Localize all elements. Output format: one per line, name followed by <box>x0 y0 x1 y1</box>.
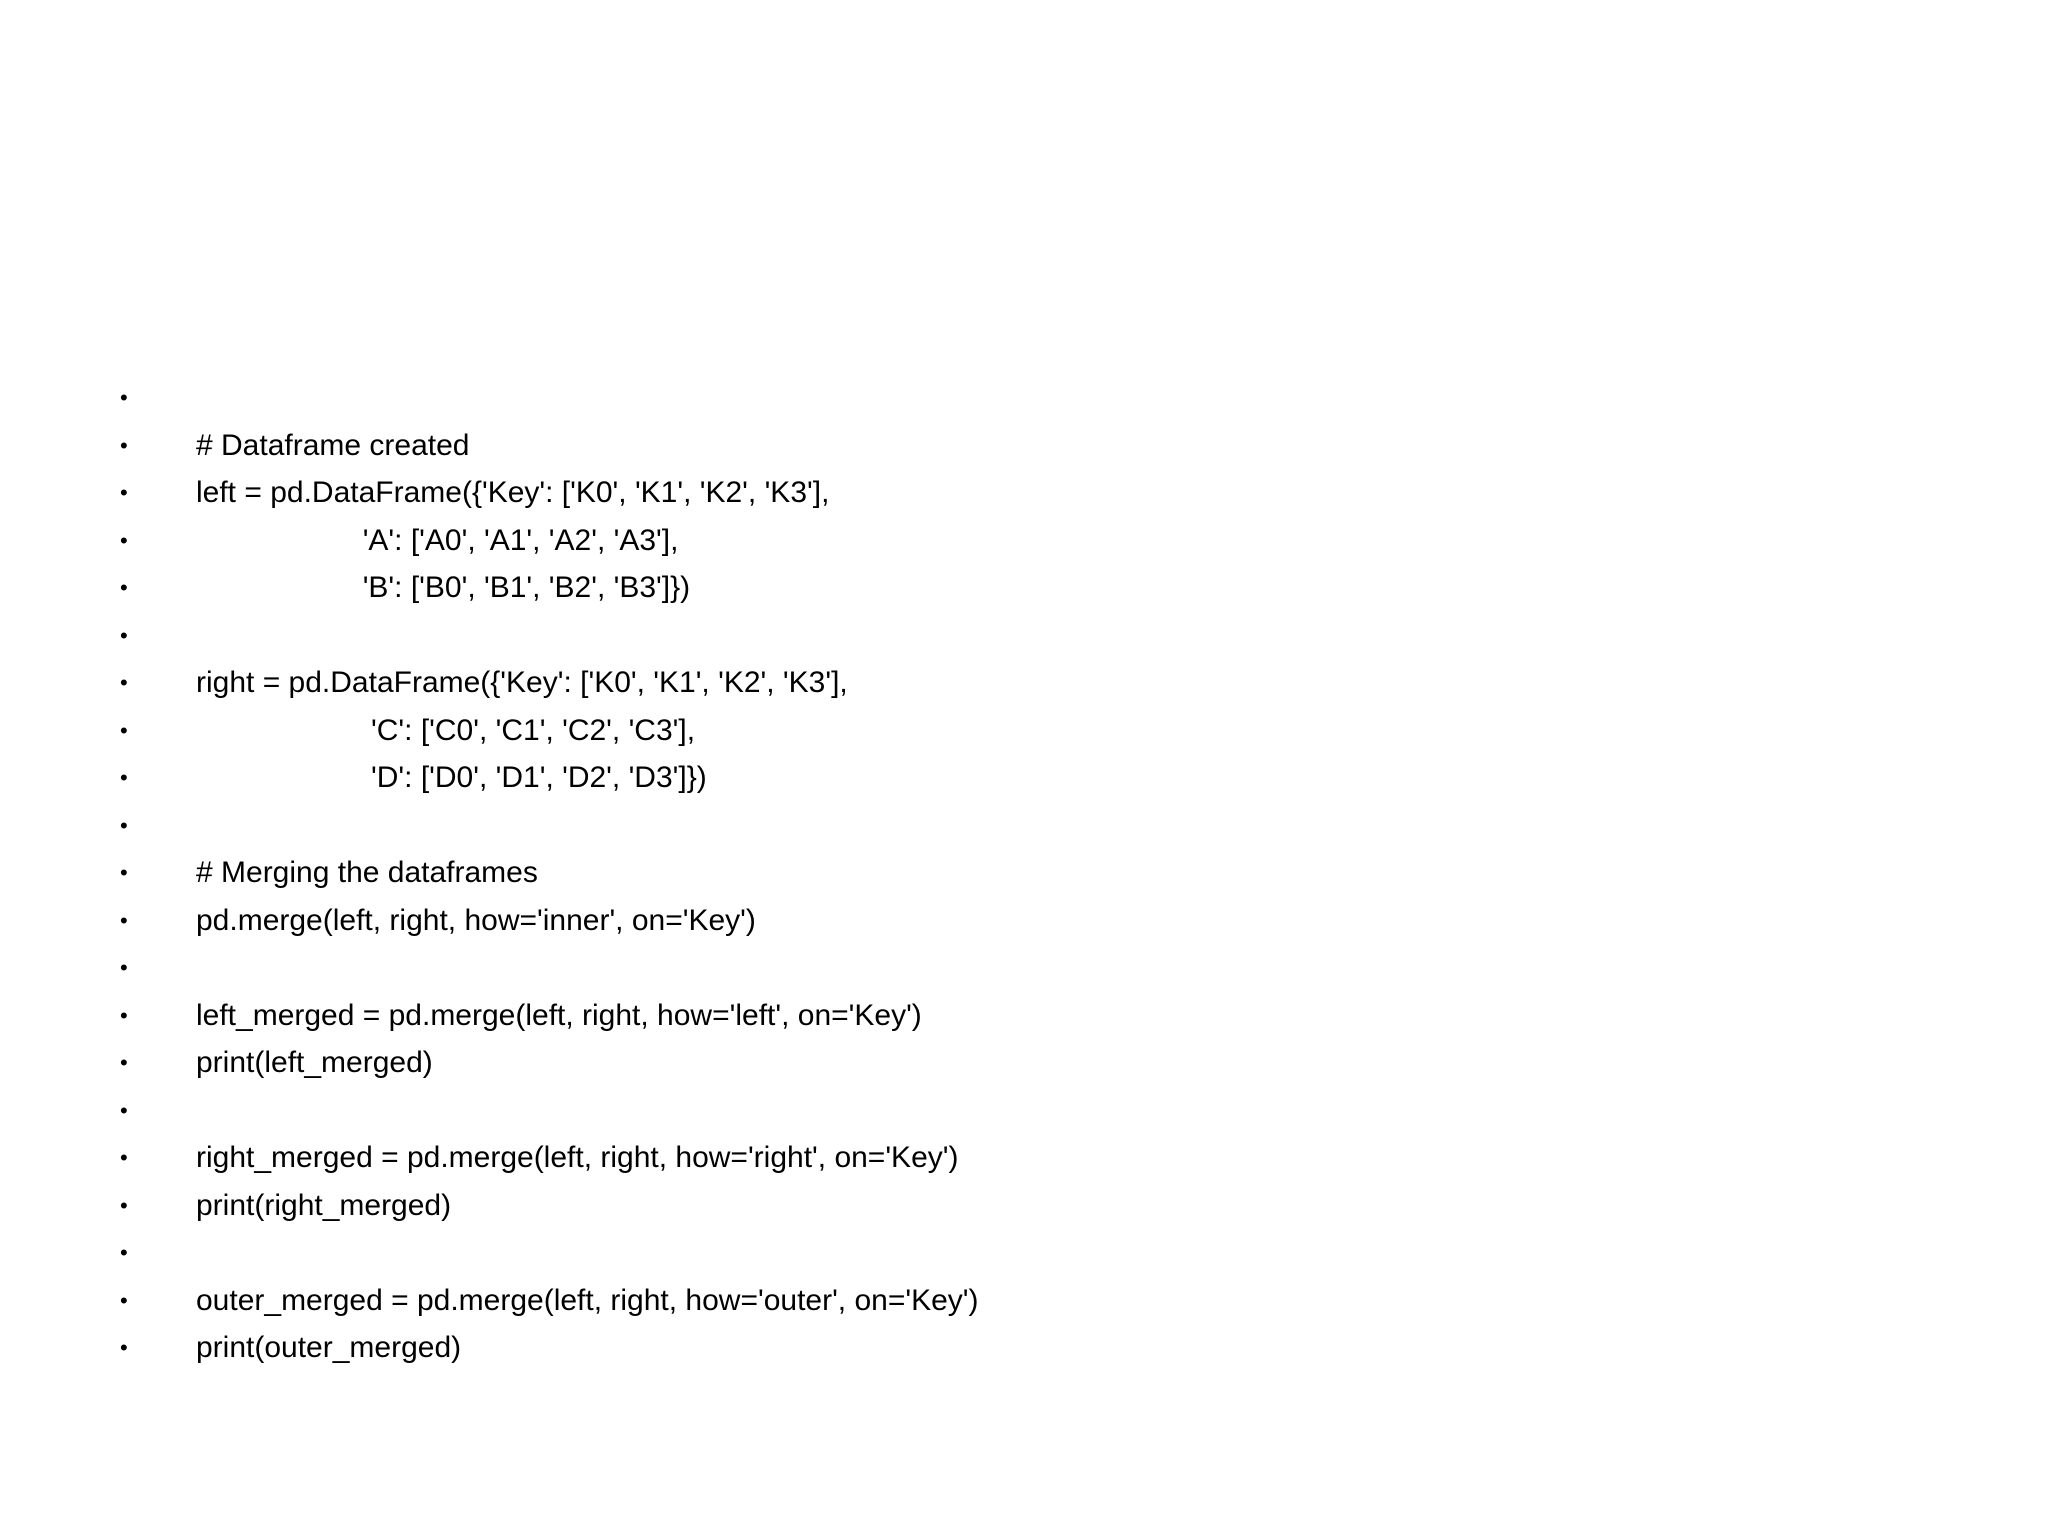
bullet-icon: • <box>120 575 128 600</box>
code-line: right = pd.DataFrame({'Key': ['K0', 'K1', 'K2', 'K3'], <box>196 666 848 699</box>
bullet-icon: • <box>120 812 128 838</box>
code-line: 'D': ['D0', 'D1', 'D2', 'D3']}) <box>196 761 707 794</box>
bullet-icon: • <box>120 622 128 648</box>
bullet-icon: • <box>120 432 128 458</box>
bullet-icon: • <box>120 717 128 743</box>
bullet-icon: • <box>120 907 128 933</box>
bullet-icon: • <box>120 1240 128 1265</box>
code-line: print(left_merged) <box>196 1046 433 1079</box>
bullet-icon: • <box>120 670 128 695</box>
code-line: print(right_merged) <box>196 1188 452 1222</box>
bullet-icon: • <box>120 1287 128 1313</box>
code-line: outer_merged = pd.merge(left, right, how='outer', on='Key') <box>196 1283 979 1317</box>
code-line: print(outer_merged) <box>196 1331 462 1364</box>
bullet-icon: • <box>120 955 128 980</box>
bullet-icon: • <box>120 1097 128 1123</box>
bullet-icon: • <box>120 1192 128 1218</box>
code-line: right_merged = pd.merge(left, right, how='right', on='Key') <box>196 1141 959 1174</box>
bullet-icon: • <box>120 1002 128 1028</box>
bullet-icon: • <box>120 765 128 790</box>
bullet-icon: • <box>120 860 128 885</box>
bullet-icon: • <box>120 527 128 553</box>
code-line: left_merged = pd.merge(left, right, how='left', on='Key') <box>196 998 922 1032</box>
code-line: left = pd.DataFrame({'Key': ['K0', 'K1', 'K2', 'K3'], <box>196 476 830 509</box>
code-line: 'C': ['C0', 'C1', 'C2', 'C3'], <box>196 713 696 747</box>
code-comment-line: # Merging the dataframes <box>196 856 538 889</box>
bullet-icon: • <box>120 1145 128 1170</box>
code-comment-line: # Dataframe created <box>196 428 470 462</box>
bullet-icon: • <box>120 1050 128 1075</box>
bullet-icon: • <box>120 1335 128 1360</box>
bullet-icon: • <box>120 385 128 410</box>
code-line: 'B': ['B0', 'B1', 'B2', 'B3']}) <box>196 571 691 604</box>
code-line: 'A': ['A0', 'A1', 'A2', 'A3'], <box>196 523 679 557</box>
code-line: pd.merge(left, right, how='inner', on='Key') <box>196 903 756 937</box>
bullet-icon: • <box>120 480 128 505</box>
